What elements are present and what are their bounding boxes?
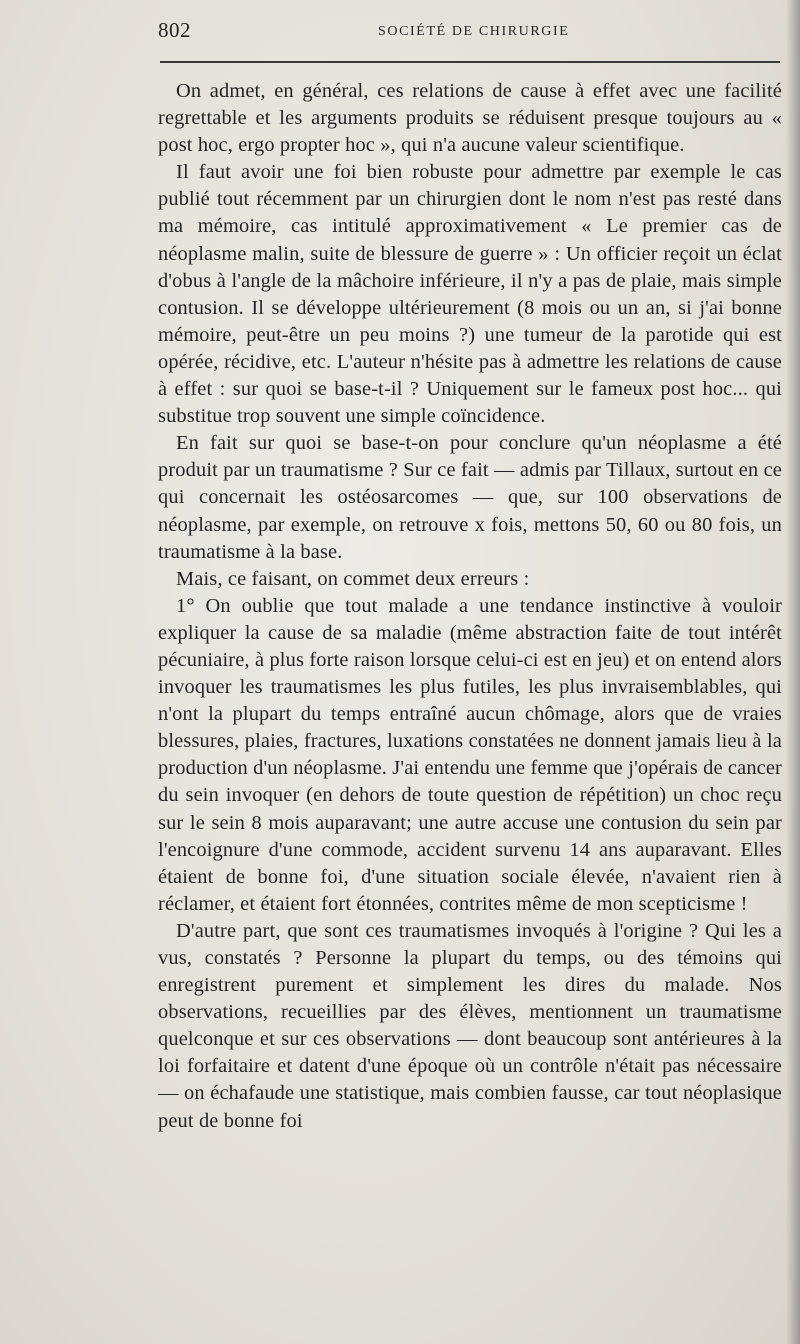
paragraph-5: 1° On oublie que tout malade a une tendance instinctive à vouloir expliquer la cause de sa maladie (même abstraction faite de tout intérêt pécuniaire, à plus forte raison lorsque celui-ci est en jeu) et on entend alors invoquer les traumatismes les plus futiles, les plus invraisemblables, qui n'ont la plupart du temps entraîné aucun chômage, alors que de vraies blessures, plaies, fractures, luxations constatées ne donnent jamais lieu à la production d'un néoplasme. J'ai entendu une femme que j'opérais de cancer du sein invoquer (en dehors de toute question de répétition) un choc reçu sur le sein 8 mois auparavant; une autre accuse une contusion du sein par l'encoignure d'une commode, accident survenu 14 ans auparavant. Elles étaient de bonne foi, d'une situation sociale élevée, n'avaient rien à réclamer, et étaient fort étonnées, contrites même de mon scepticisme ! (158, 594, 782, 915)
paragraph-2: Il faut avoir une foi bien robuste pour admettre par exemple le cas publié tout récemment par un chirurgien dont le nom n'est pas resté dans ma mémoire, cas intitulé approximativement « Le premier cas de néoplasme malin, suite de blessure de guerre » : Un officier reçoit un éclat d'obus à l'angle de la mâchoire inférieure, il n'y a pas de plaie, mais simple contusion. Il se développe ultérieurement (8 mois ou un an, si j'ai bonne mémoire, peut-être un peu moins ?) une tumeur de la parotide qui est opérée, récidive, etc. L'auteur n'hésite pas à admettre les relations de cause à effet : sur quoi se base-t-il ? Uniquement sur le fameux post hoc... qui substitue trop souvent une simple coïncidence. (158, 161, 782, 428)
body-text (158, 78, 782, 1135)
paragraph-4: Mais, ce faisant, on commet deux erreurs : (176, 567, 530, 590)
page-number: 802 (158, 18, 191, 42)
paragraph-1: On admet, en général, ces relations de cause à effet avec une facilité regrettable et les arguments produits se réduisent presque toujours au « post hoc, ergo propter hoc », qui n'a aucune valeur scientifique. (158, 80, 782, 157)
paragraph-6: D'autre part, que sont ces traumatismes invoqués à l'origine ? Qui les a vus, constatés ? Personne la plupart du temps, ou des témoins qui enregistrent purement et simplement les dires du malade. Nos observations, recueillies par des élèves, mentionnent un traumatisme quelconque et sur ces observations — dont beaucoup sont antérieures à la loi forfaitaire et datent d'une époque où un contrôle n'était pas nécessaire — on échafaude une statistique, mais combien fausse, car tout néoplasique peut de bonne foi (158, 919, 782, 1132)
header-rule (160, 61, 780, 63)
paragraph-3: En fait sur quoi se base-t-on pour conclure qu'un néoplasme a été produit par un traumatisme ? Sur ce fait — admis par Tillaux, surtout en ce qui concernait les ostéosarcomes — que, sur 100 observations de néoplasme, par exemple, on retrouve x fois, mettons 50, 60 ou 80 fois, un traumatisme à la base. (158, 432, 782, 563)
page-header (158, 18, 782, 48)
page-edge-shadow (786, 0, 800, 1344)
running-title: SOCIÉTÉ DE CHIRURGIE (378, 24, 570, 39)
